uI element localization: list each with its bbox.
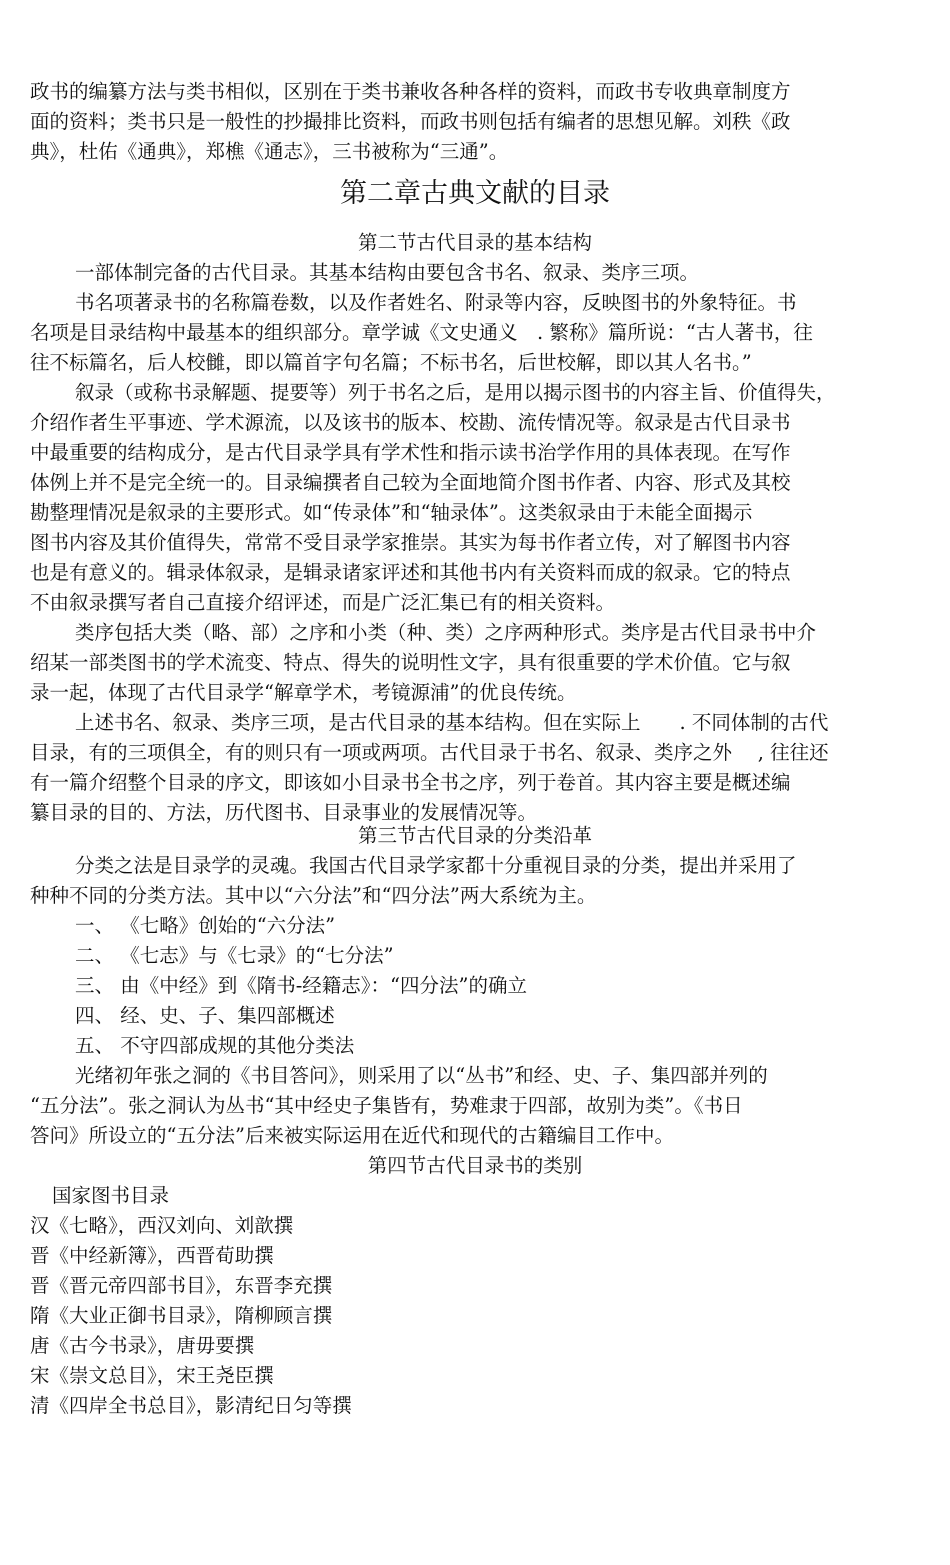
section-heading: 第二节古代目录的基本结构 <box>357 231 592 254</box>
list-item: 三、 由《中经》到《隋书-经籍志》：“四分法”的确立 <box>75 974 527 997</box>
paragraph-line: 一部体制完备的古代目录。其基本结构由要包含书名、叙录、类序三项。 <box>75 261 700 284</box>
paragraph-line: 上述书名、叙录、类序三项，是古代目录的基本结构。但在实际上 . 不同体制的古代 <box>75 711 829 734</box>
paragraph-line: 往不标篇名，后人校雠，即以篇首字句名篇；不标书名，后世校解，即以其人名书。” <box>30 351 752 374</box>
intro-line: 面的资料；类书只是一般性的抄撮排比资料，而政书则包括有编者的思想见解。刘秩《政 <box>30 110 791 133</box>
paragraph-line: 名项是目录结构中最基本的组织部分。章学诚《文史通义 . 繁称》篇所说：“古人著书，往 <box>30 321 813 344</box>
paragraph-line: 绍某一部类图书的学术流变、特点、得失的说明性文字，具有很重要的学术价值。它与叙 <box>30 651 791 674</box>
chapter-title: 第二章古典文献的目录 <box>340 178 610 209</box>
paragraph-line: 也是有意义的。辑录体叙录，是辑录诸家评述和其他书内有关资料而成的叙录。它的特点 <box>30 561 791 584</box>
paragraph-line: 答问》所设立的“五分法”后来被实际运用在近代和现代的古籍编目工作中。 <box>30 1124 674 1147</box>
paragraph-line: “五分法”。张之洞认为丛书“其中经史子集皆有，势难隶于四部，故别为类”。《书日 <box>30 1094 743 1117</box>
subheading: 国家图书目录 <box>52 1184 170 1207</box>
paragraph-line: 目录，有的三项俱全，有的则只有一项或两项。古代目录于书名、叙录、类序之外 , 往往还 <box>30 741 829 764</box>
list-item: 隋《大业正御书目录》，隋柳顾言撰 <box>30 1304 333 1327</box>
list-item: 一、 《七略》创始的“六分法” <box>75 914 336 937</box>
paragraph-line: 不由叙录撰写者自己直接介绍评述，而是广泛汇集已有的相关资料。 <box>30 591 616 614</box>
paragraph-line: 纂目录的目的、方法，历代图书、目录事业的发展情况等。 <box>30 801 538 824</box>
intro-line: 政书的编纂方法与类书相似，区别在于类书兼收各种各样的资料，而政书专收典章制度方 <box>30 80 791 103</box>
paragraph-line: 分类之法是目录学的灵魂。我国古代目录学家都十分重视目录的分类，提出并采用了 <box>75 854 797 877</box>
section-heading: 第三节古代目录的分类沿革 <box>357 824 592 847</box>
list-item: 二、 《七志》与《七录》的“七分法” <box>75 944 394 967</box>
list-item: 清《四岸全书总目》，影清纪日匀等撰 <box>30 1394 352 1417</box>
paragraph-line: 中最重要的结构成分，是古代目录学具有学术性和指示读书治学作用的具体表现。在写作 <box>30 441 791 464</box>
list-item: 唐《古今书录》，唐毋要撰 <box>30 1334 255 1357</box>
paragraph-line: 体例上并不是完全统一的。目录编撰者自己较为全面地简介图书作者、内容、形式及其校 <box>30 471 791 494</box>
list-item: 晋《晋元帝四部书目》，东晋李充撰 <box>30 1274 333 1297</box>
paragraph-line: 录一起，体现了古代目录学“解章学术，考镜源浦”的优良传统。 <box>30 681 577 704</box>
list-item: 四、 经、史、子、集四部概述 <box>75 1004 335 1027</box>
section-heading: 第四节古代目录书的类别 <box>367 1154 583 1177</box>
paragraph-line: 有一篇介绍整个目录的序文，即该如小目录书全书之序，列于卷首。其内容主要是概述编 <box>30 771 791 794</box>
paragraph-line: 种种不同的分类方法。其中以“六分法”和“四分法”两大系统为主。 <box>30 884 597 907</box>
paragraph-line: 图书内容及其价值得失，常常不受目录学家推崇。其实为每书作者立传，对了解图书内容 <box>30 531 791 554</box>
list-item: 汉《七略》，西汉刘向、刘歆撰 <box>30 1214 294 1237</box>
paragraph-line: 介绍作者生平事迹、学术源流，以及该书的版本、校勘、流传情况等。叙录是古代目录书 <box>30 411 791 434</box>
paragraph-line: 类序包括大类（略、部）之序和小类（种、类）之序两种形式。类序是古代目录书中介 <box>75 621 817 644</box>
list-item: 晋《中经新簿》，西晋荀助撰 <box>30 1244 274 1267</box>
paragraph-line: 勘整理情况是叙录的主要形式。如“传录体”和“轴录体”。这类叙录由于未能全面揭示 <box>30 501 753 524</box>
list-item: 宋《崇文总目》，宋王尧臣撰 <box>30 1364 274 1387</box>
intro-line: 典》，杜佑《通典》，郑樵《通志》，三书被称为“三通”。 <box>30 140 509 163</box>
list-item: 五、 不守四部成规的其他分类法 <box>75 1034 355 1057</box>
paragraph-line: 叙录（或称书录解题、提要等）列于书名之后，是用以揭示图书的内容主旨、价值得失， <box>75 381 836 404</box>
paragraph-line: 书名项著录书的名称篇卷数，以及作者姓名、附录等内容，反映图书的外象特征。书 <box>75 291 797 314</box>
paragraph-line: 光绪初年张之洞的《书目答问》，则采用了以“丛书”和经、史、子、集四部并列的 <box>75 1064 768 1087</box>
